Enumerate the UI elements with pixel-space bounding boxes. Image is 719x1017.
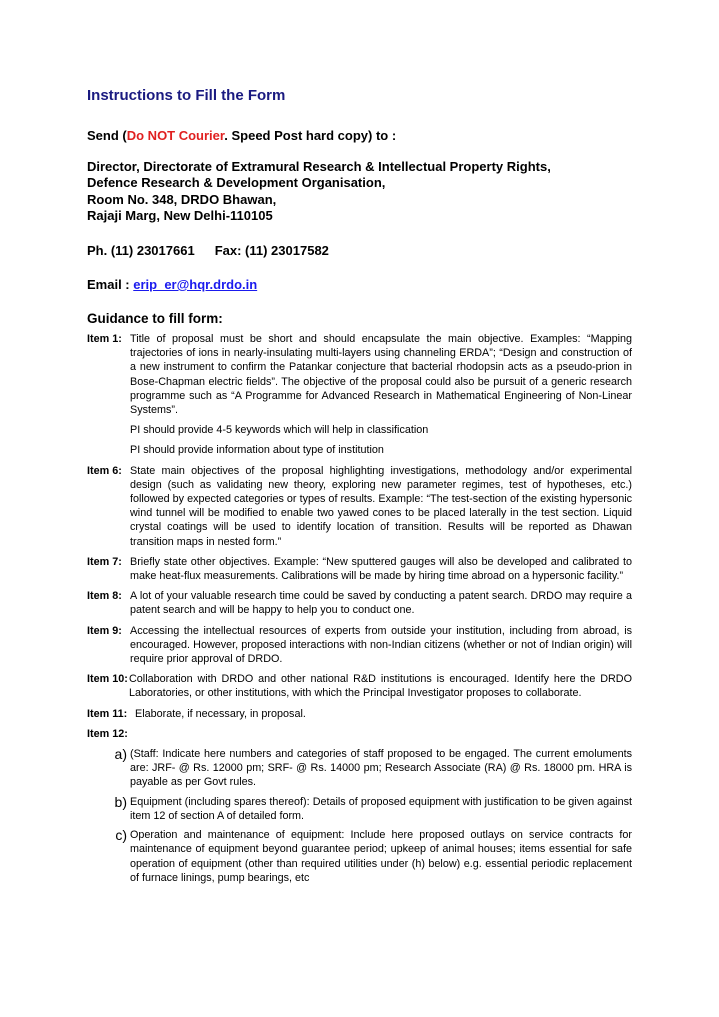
item-paragraph: PI should provide 4-5 keywords which will help in classification — [130, 424, 429, 437]
item-paragraph: Collaboration with DRDO and other national R&D institutions is encouraged. Identify here the DRDO Laboratories, or other institutions, with which the Principal Investigator proposes to collaborate. — [129, 673, 632, 700]
address-line: Director, Directorate of Extramural Research & Intellectual Property Rights, — [87, 159, 551, 174]
courier-warning: Do NOT Courier — [126, 128, 225, 143]
sub-item-text: Equipment (including spares thereof): Details of proposed equipment with justification to be given against item 12 of section A of detailed form. — [130, 795, 632, 822]
sub-item-a — [87, 747, 632, 790]
item-paragraph: PI should provide information about type of institution — [130, 444, 384, 457]
address-line: Defence Research & Development Organisation, — [87, 175, 386, 191]
item-body — [130, 555, 632, 583]
item-label: Item 11: — [87, 707, 128, 720]
item-body — [135, 707, 632, 721]
item-paragraph: A lot of your valuable research time could be saved by conducting a patent search. DRDO may require a patent search and will be happy to help you to conduct one. — [130, 590, 632, 617]
item-label: Item 6: — [87, 464, 122, 477]
sub-item-c — [87, 828, 632, 885]
item-10 — [87, 672, 632, 700]
item-label: Item 1: — [87, 333, 122, 345]
item-6 — [87, 464, 632, 549]
sub-item-letter: a) — [114, 746, 127, 763]
item-body — [130, 624, 632, 667]
send-instruction — [87, 128, 396, 143]
contact-numbers — [87, 243, 329, 258]
item-body — [130, 589, 632, 617]
item-paragraph: State main objectives of the proposal highlighting investigations, methodology and/or experimental design (such as validating new theory, exploring new parameter regimes, test of hypotheses, etc.) followed by expected categories or types of results. Example: “The test-section of the existing hypersonic wind tunnel will be modified to enable two yawed cones to be placed laterally in the test section. Liquid crystal coatings will be used to identify location of transition. Results will be reported as Dhawan transition maps in nested form.” — [130, 464, 632, 548]
item-body — [130, 332, 632, 458]
item-paragraph: Briefly state other objectives. Example: “New sputtered gauges will also be developed and calibrated to make heat-flux measurements. Calibrations will be made by hiring time abroad on a hypersonic facility.” — [130, 555, 632, 583]
item-7 — [87, 555, 632, 583]
item-paragraph: Title of proposal must be short and should encapsulate the main objective. Examples: “Mapping trajectories of ions in nearly-insulating multi-layers using channeling ERDA”; “Design and construction of a new instrument to confirm the Patankar conjecture that bacterial rhodopsin acts as a pseudo-prion in Bose-Chapman electric fields”. The objective of the proposal could also be pursuit of a generic research programme such as “A Programme for Advanced Research in Mathematical Engineering of Non-Linear Systems”. — [130, 333, 632, 417]
sub-item-b — [87, 795, 632, 823]
item-label: Item 8: — [87, 590, 122, 603]
sub-item-letter: b) — [114, 793, 127, 810]
sub-item-letter: c) — [115, 827, 127, 844]
email-label: Email : — [87, 277, 134, 292]
item-1 — [87, 332, 632, 458]
send-prefix: Send ( — [87, 128, 127, 143]
fax-number: Fax: (11) 23017582 — [214, 243, 329, 258]
item-label: Item 9: — [87, 624, 122, 637]
item-paragraph: Elaborate, if necessary, in proposal. — [135, 707, 306, 720]
guidance-title: Guidance to fill form: — [87, 311, 223, 326]
address-block — [87, 159, 551, 225]
address-line: Room No. 348, DRDO Bhawan, — [87, 191, 277, 207]
item-8 — [87, 589, 632, 617]
sub-item-text: (Staff: Indicate here numbers and categories of staff proposed to be engaged. The current emoluments are: JRF- @ Rs. 12000 pm; SRF- @ Rs. 14000 pm; Research Associate (RA) @ Rs. 18000 pm. HRA is payable as per Govt rules. — [130, 748, 632, 789]
email-line — [87, 277, 257, 292]
send-suffix: . Speed Post hard copy) to : — [224, 128, 397, 143]
item-label: Item 7: — [87, 555, 122, 568]
sub-item-text: Operation and maintenance of equipment: Include here proposed outlays on service contracts for maintenance of equipment beyond guarantee period; upkeep of animal houses; items essential for safe operation of equipment (other than required utilities under (h) below) e.g. essential periodic replacement of furnace linings, pump bearings, etc — [130, 829, 632, 884]
address-line: Rajaji Marg, New Delhi-110105 — [87, 208, 273, 224]
item-paragraph: Accessing the intellectual resources of experts from outside your institution, including from abroad, is encouraged. However, proposed interactions with non-Indian citizens (whether or not of Indian origin) will require prior approval of DRDO. — [130, 624, 632, 666]
item-9 — [87, 624, 632, 667]
email-link[interactable]: erip_er@hqr.drdo.in — [133, 277, 258, 292]
item-12 — [87, 727, 632, 741]
item-11 — [87, 707, 632, 721]
phone-number: Ph. (11) 23017661 — [87, 243, 195, 258]
item-body — [129, 672, 632, 700]
item-label: Item 10: — [87, 673, 128, 686]
item-label: Item 12: — [87, 727, 128, 740]
page-title: Instructions to Fill the Form — [87, 87, 286, 104]
item-body — [130, 727, 632, 741]
item-body — [130, 464, 632, 549]
guidance-items — [87, 332, 632, 890]
